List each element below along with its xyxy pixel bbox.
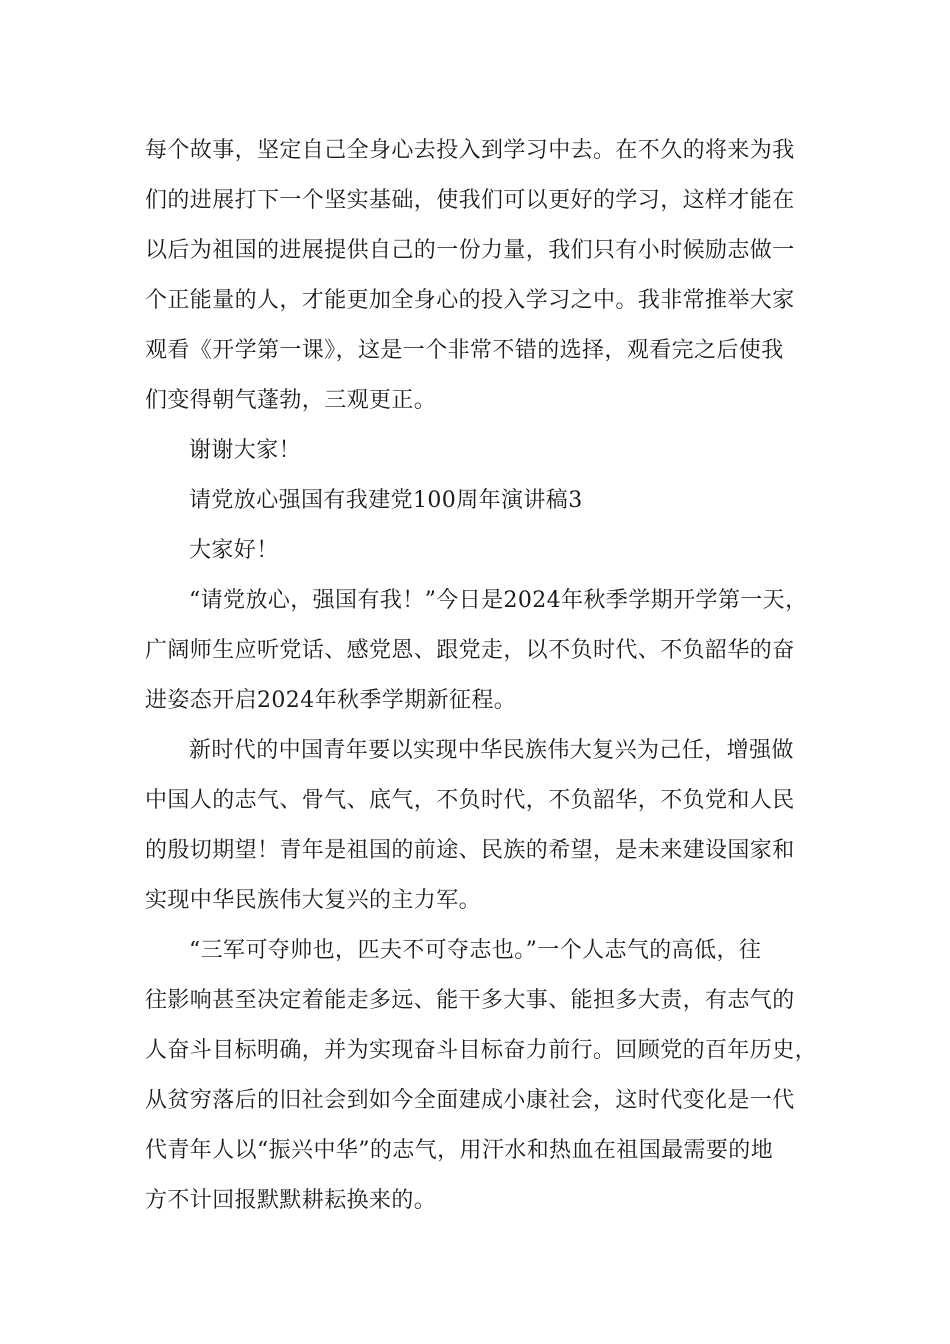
text-line: 们变得朝气蓬勃，三观更正。 [145, 388, 437, 413]
greeting-line: 大家好！ [189, 538, 279, 563]
text-line: 从贫穷落后的旧社会到如今全面建成小康社会，这时代变化是一代 [145, 1088, 795, 1113]
closing-line: 谢谢大家！ [189, 438, 302, 463]
text-line: 个正能量的人，才能更加全身心的投入学习之中。我非常推举大家 [145, 288, 795, 313]
text-line: 广阔师生应听党话、感党恩、跟党走，以不负时代、不负韶华的奋 [145, 638, 795, 663]
text-line: 方不计回报默默耕耘换来的。 [145, 1188, 437, 1213]
text-line: 往影响甚至决定着能走多远、能干多大事、能担多大责，有志气的 [145, 988, 795, 1013]
text-line: “三军可夺帅也，匹夫不可夺志也。”一个人志气的高低，往 [189, 938, 762, 963]
text-line: “请党放心，强国有我！”今日是2024年秋季学期开学第一天， [189, 588, 808, 613]
text-line: 以后为祖国的进展提供自己的一份力量，我们只有小时候励志做一 [145, 238, 795, 263]
text-line: 进姿态开启2024年秋季学期新征程。 [145, 688, 517, 713]
section-heading: 请党放心强国有我建党100周年演讲稿3 [189, 488, 583, 513]
text-line: 中国人的志气、骨气、底气，不负时代，不负韶华，不负党和人民 [145, 788, 795, 813]
text-line: 实现中华民族伟大复兴的主力军。 [145, 888, 482, 913]
text-line: 们的进展打下一个坚实基础，使我们可以更好的学习，这样才能在 [145, 188, 795, 213]
text-line: 代青年人以“振兴中华”的志气，用汗水和热血在祖国最需要的地 [145, 1138, 774, 1163]
text-line: 的殷切期望！青年是祖国的前途、民族的希望，是未来建设国家和 [145, 838, 795, 863]
text-line: 人奋斗目标明确，并为实现奋斗目标奋力前行。回顾党的百年历史， [145, 1038, 818, 1063]
text-line: 观看《开学第一课》，这是一个非常不错的选择，观看完之后使我 [145, 338, 784, 363]
text-line: 每个故事，坚定自己全身心去投入到学习中去。在不久的将来为我 [145, 138, 795, 163]
text-line: 新时代的中国青年要以实现中华民族伟大复兴为己任，增强做 [189, 738, 794, 763]
